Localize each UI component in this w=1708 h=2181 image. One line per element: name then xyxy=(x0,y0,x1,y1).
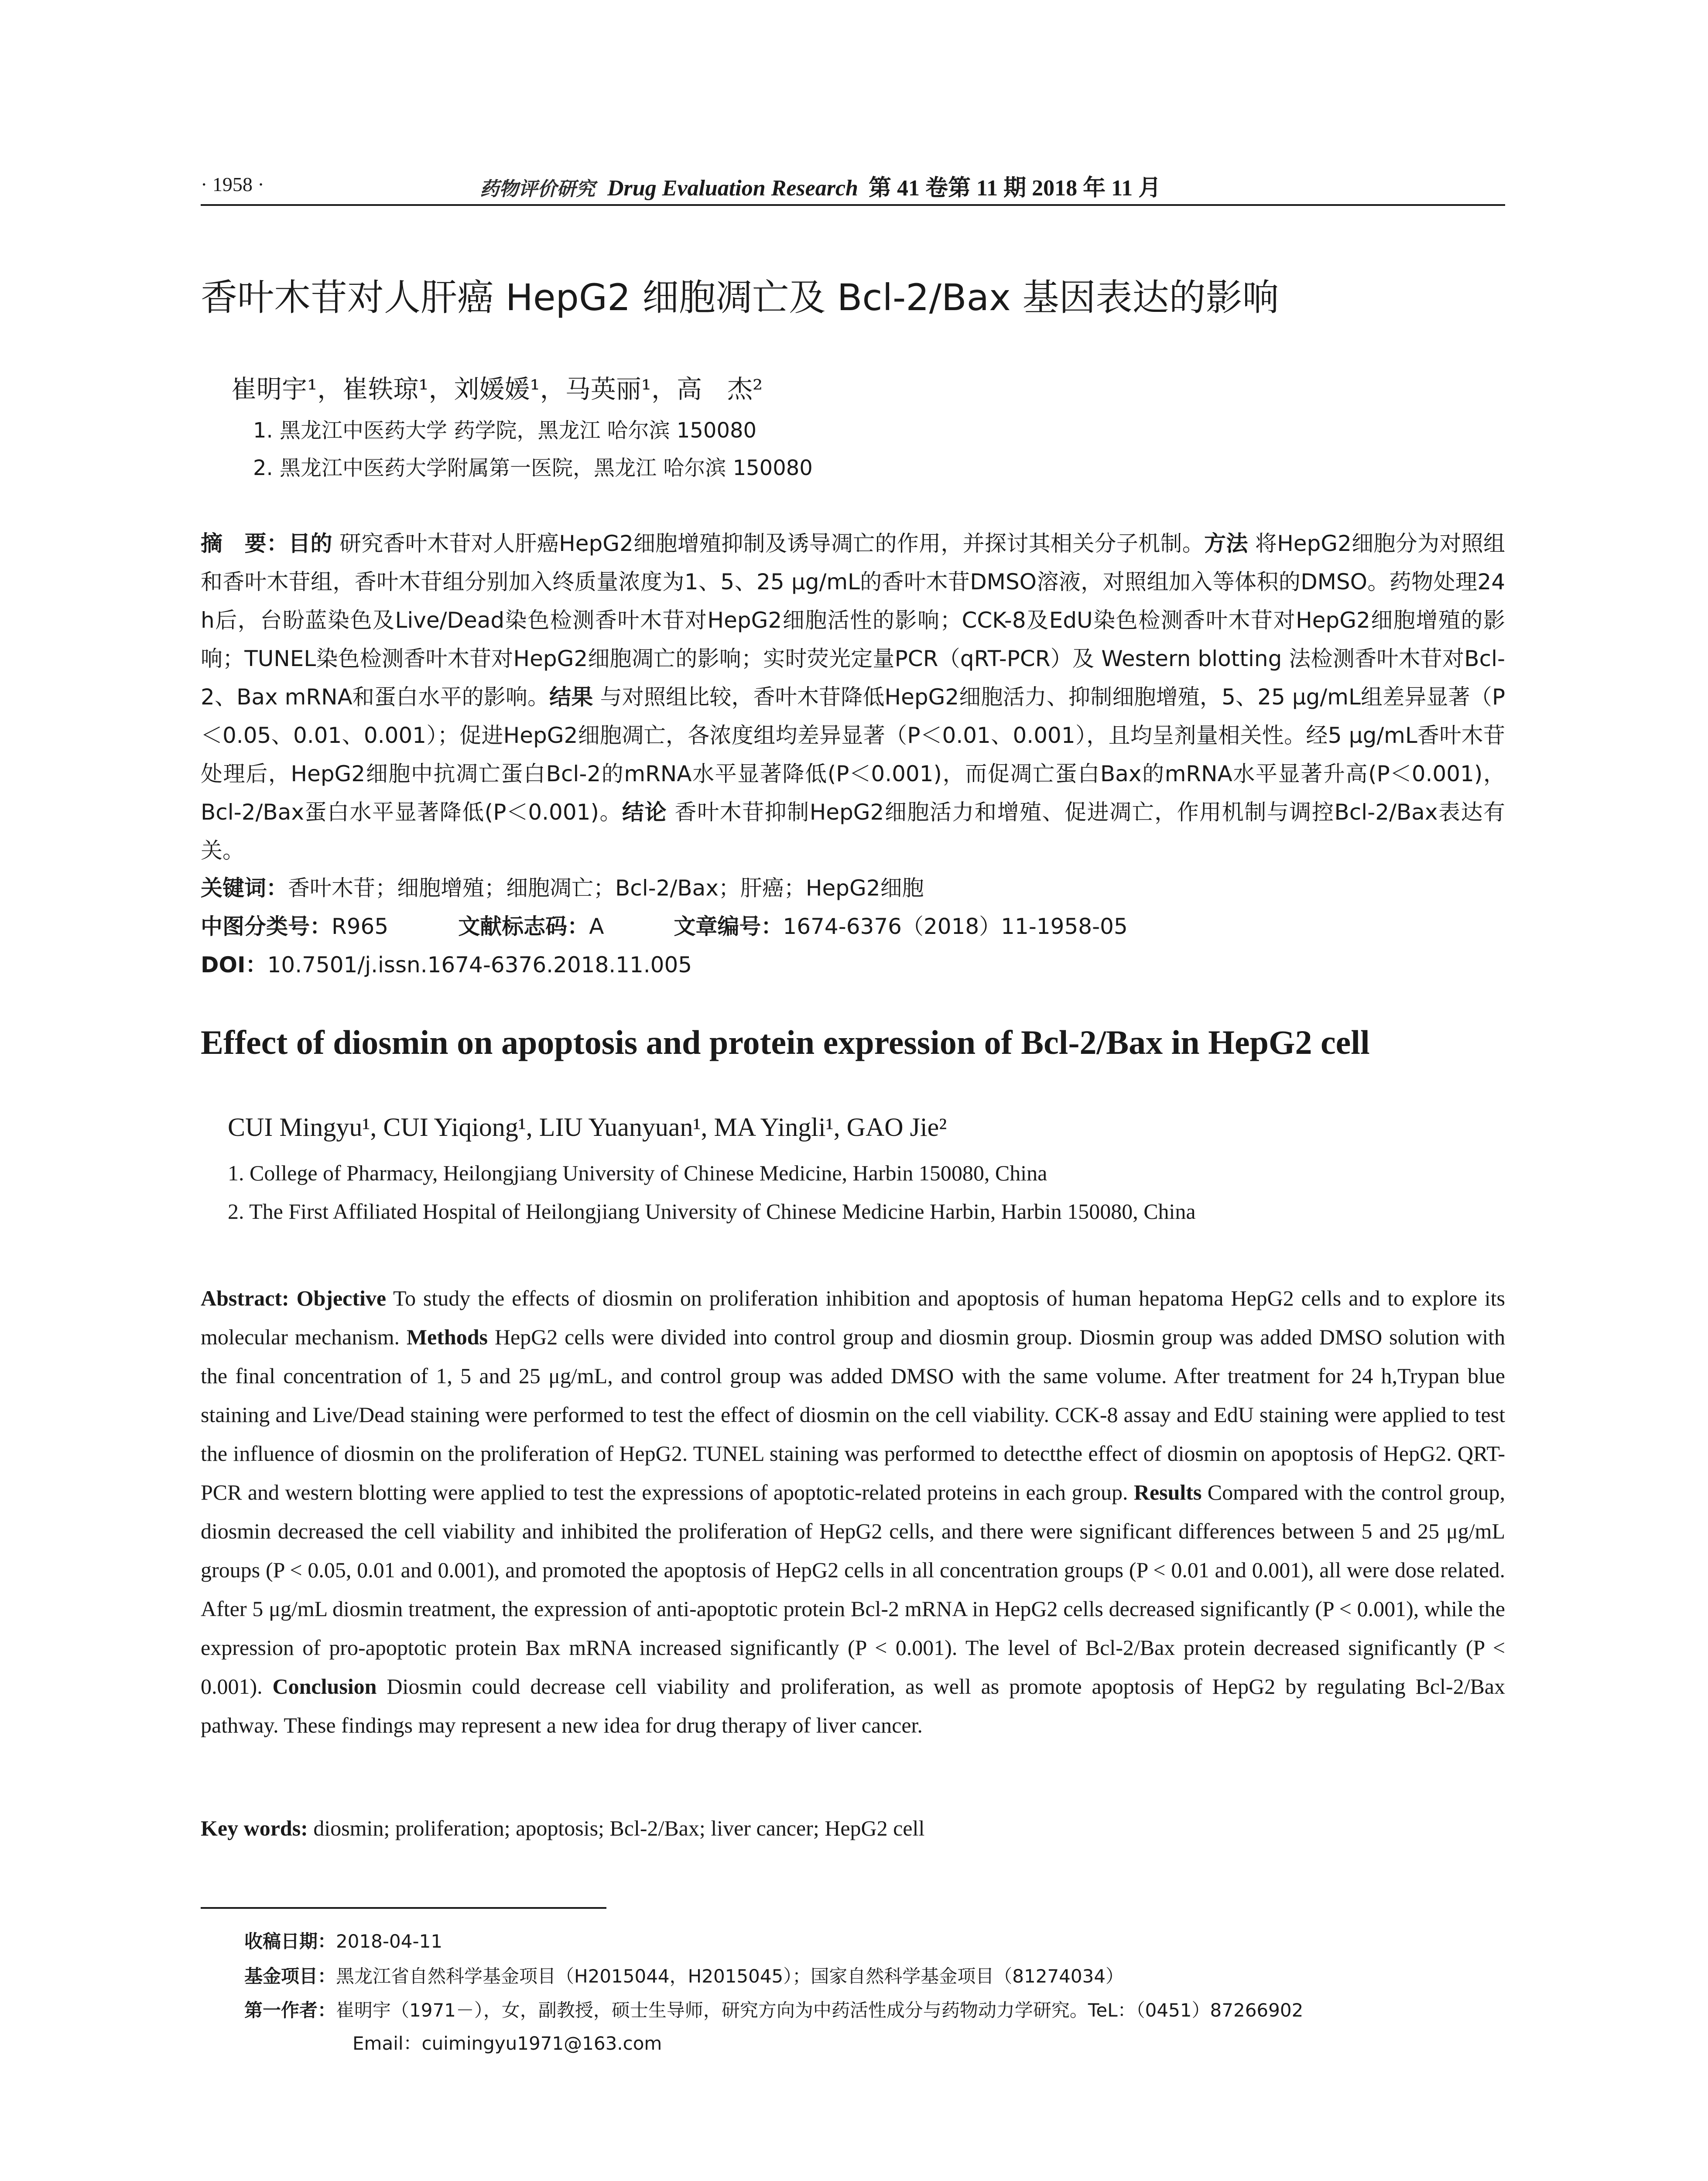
cn-keywords-label: 关键词： xyxy=(201,875,288,901)
clc-value: R965 xyxy=(332,914,389,939)
journal-issue: 第 41 卷第 11 期 2018 年 11 月 xyxy=(868,176,1161,201)
cn-affiliation-2: 2. 黑龙江中医药大学附属第一医院，黑龙江 哈尔滨 150080 xyxy=(253,456,813,480)
article-no-value: 1674-6376（2018）11-1958-05 xyxy=(783,914,1128,939)
en-keywords xyxy=(201,1815,924,1841)
en-results-text: Compared with the control group, diosmin decreased the cell viability and inhibited the proliferation of HepG2 cells, and there were significant differences between 5 and 25 μg/mL groups (P < 0.05, 0.01 and 0.001), and promoted the apoptosis of HepG2 cells in all concentration groups (P < 0.01 and 0.001), all were dose related. After 5 μg/mL diosmin treatment, the expression of anti-apoptotic protein Bcl-2 mRNA in HepG2 cells decreased significantly (P < 0.001), while the expression of pro-apoptotic protein Bax mRNA increased significantly (P < 0.001). The level of Bcl-2/Bax protein decreased significantly (P < 0.001). xyxy=(201,1480,1506,1699)
cn-affiliation-1: 1. 黑龙江中医药大学 药学院，黑龙江 哈尔滨 150080 xyxy=(253,418,757,443)
doi-value: 10.7501/j.issn.1674-6376.2018.11.005 xyxy=(267,952,692,978)
clc-label: 中图分类号： xyxy=(201,914,332,939)
en-authors: CUI Mingyu¹, CUI Yiqiong¹, LIU Yuanyuan¹, MA Yingli¹, GAO Jie² xyxy=(228,1113,947,1142)
cn-abstract-label: 摘 要： xyxy=(201,531,289,556)
cn-conclusion-label: 结论 xyxy=(622,800,667,825)
cn-authors: 崔明宇¹，崔轶琼¹，刘媛媛¹，马英丽¹，高 杰² xyxy=(231,374,763,404)
running-header xyxy=(201,169,1505,204)
footnote-first-author xyxy=(244,1996,1303,2022)
footnote-received xyxy=(244,1927,442,1953)
journal-logo: 药物评价研究 xyxy=(480,178,595,200)
cn-classification xyxy=(201,909,1128,940)
footnote-fund xyxy=(244,1962,1124,1988)
en-abstract-label: Abstract: xyxy=(201,1286,289,1310)
journal-name: Drug Evaluation Research xyxy=(607,176,858,201)
en-abstract xyxy=(201,1279,1505,1745)
doi-label: DOI： xyxy=(201,952,267,978)
cn-methods-text: 将HepG2细胞分为对照组和香叶木苷组，香叶木苷组分别加入终质量浓度为1、5、25 μg/mL的香叶木苷DMSO溶液，对照组加入等体积的DMSO。药物处理24 h后，台盼蓝染色及Live/Dead染色检测香叶木苷对HepG2细胞活性的影响；CCK-8及EdU染色检测香叶木苷对HepG2细胞增殖的影响；TUNEL染色检测香叶木苷对HepG2细胞凋亡的影响；实时荧光定量PCR（qRT-PCR）及 Western blotting 法检测香叶木苷对Bcl-2、Bax mRNA和蛋白水平的影响。 xyxy=(201,531,1506,710)
cn-objective-text: 研究香叶木苷对人肝癌HepG2细胞增殖抑制及诱导凋亡的作用，并探讨其相关分子机制。 xyxy=(332,531,1205,556)
footnote-email: Email：cuimingyu1971@163.com xyxy=(353,2033,662,2054)
en-results-label: Results xyxy=(1133,1480,1202,1504)
first-author-label: 第一作者： xyxy=(244,2000,336,2021)
en-keywords-label: Key words: xyxy=(201,1816,308,1840)
en-keywords-text: diosmin; proliferation; apoptosis; Bcl-2/Bax; liver cancer; HepG2 cell xyxy=(308,1816,925,1840)
cn-conclusion-text: 香叶木苷抑制HepG2细胞活力和增殖、促进凋亡，作用机制与调控Bcl-2/Bax表达有关。 xyxy=(201,800,1505,863)
en-objective-label: Objective xyxy=(296,1286,387,1310)
footnote-rule xyxy=(201,1907,606,1909)
article-no-label: 文章编号： xyxy=(674,914,783,939)
cn-doi xyxy=(201,947,692,979)
cn-keywords xyxy=(201,871,924,902)
cn-results-label: 结果 xyxy=(549,684,593,710)
cn-results-text: 与对照组比较，香叶木苷降低HepG2细胞活力、抑制细胞增殖，5、25 μg/mL组差异显著（P＜0.05、0.01、0.001）；促进HepG2细胞凋亡，各浓度组均差异显著（P＜0.01、0.001），且均呈剂量相关性。经5 μg/mL香叶木苷处理后，HepG2细胞中抗凋亡蛋白Bcl-2的mRNA水平显著降低(P＜0.001)，而促凋亡蛋白Bax的mRNA水平显著升高(P＜0.001)，Bcl-2/Bax蛋白水平显著降低(P＜0.001)。 xyxy=(201,684,1506,825)
en-conclusion-text: Diosmin could decrease cell viability and proliferation, as well as promote apoptosis of HepG2 by regulating Bcl-2/Bax pathway. These findings may represent a new idea for drug therapy of liver cancer. xyxy=(201,1674,1506,1737)
fund-value: 黑龙江省自然科学基金项目（H2015044，H2015045）；国家自然科学基金项目（81274034） xyxy=(336,1966,1124,1987)
en-conclusion-label: Conclusion xyxy=(272,1674,377,1699)
fund-label: 基金项目： xyxy=(244,1966,336,1987)
journal-line xyxy=(480,169,1161,202)
cn-objective-label: 目的 xyxy=(288,531,332,556)
cn-title: 香叶木苷对人肝癌 HepG2 细胞凋亡及 Bcl-2/Bax 基因表达的影响 xyxy=(201,276,1279,319)
en-title: Effect of diosmin on apoptosis and protein expression of Bcl-2/Bax in HepG2 cell xyxy=(201,1023,1370,1061)
en-affiliation-2: 2. The First Affiliated Hospital of Heilongjiang University of Chinese Medicine Harbin, Harbin 150080, China xyxy=(228,1199,1196,1224)
first-author-value: 崔明宇（1971－），女，副教授，硕士生导师，研究方向为中药活性成分与药物动力学研究。TeL：（0451）87266902 xyxy=(336,2000,1304,2021)
en-methods-text: HepG2 cells were divided into control group and diosmin group. Diosmin group was added DMSO solution with the final concentration of 1, 5 and 25 μg/mL, and control group was added DMSO with the same volume. After treatment for 24 h,Trypan blue staining and Live/Dead staining were performed to test the effect of diosmin on the cell viability. CCK-8 assay and EdU staining were applied to test the influence of diosmin on the proliferation of HepG2. TUNEL staining was performed to detectthe effect of diosmin on apoptosis of HepG2. QRT-PCR and western blotting were applied to test the expressions of apoptotic-related proteins in each group. xyxy=(201,1325,1505,1504)
doc-code-value: A xyxy=(589,914,604,939)
en-affiliation-1: 1. College of Pharmacy, Heilongjiang University of Chinese Medicine, Harbin 150080, China xyxy=(228,1161,1047,1185)
doc-code-label: 文献标志码： xyxy=(458,914,589,939)
received-label: 收稿日期： xyxy=(244,1931,336,1952)
en-objective-text: To study the effects of diosmin on proliferation inhibition and apoptosis of human hepatoma HepG2 cells and to explore its molecular mechanism. xyxy=(201,1286,1506,1349)
received-value: 2018-04-11 xyxy=(336,1931,443,1952)
en-methods-label: Methods xyxy=(406,1325,488,1349)
cn-methods-label: 方法 xyxy=(1204,531,1248,556)
header-rule xyxy=(201,204,1505,206)
cn-keywords-text: 香叶木苷；细胞增殖；细胞凋亡；Bcl-2/Bax；肝癌；HepG2细胞 xyxy=(288,875,924,901)
page-number: · 1958 · xyxy=(201,173,264,195)
cn-abstract xyxy=(201,524,1505,870)
